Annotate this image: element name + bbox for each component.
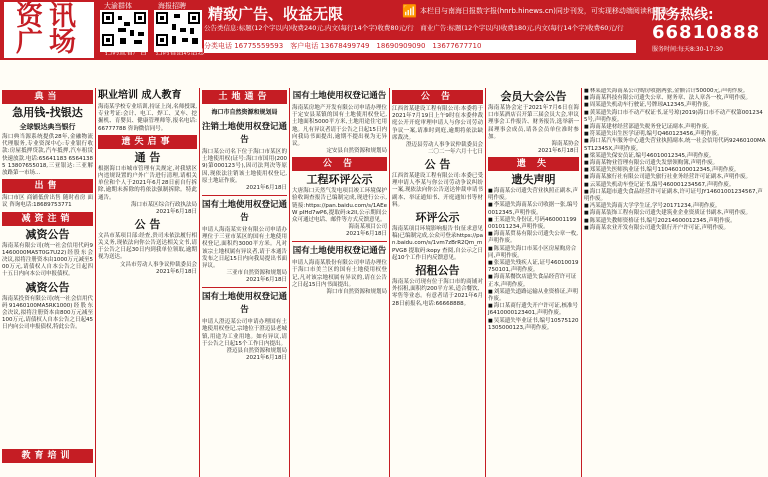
- notice-title: 工程环评公示: [306, 173, 373, 187]
- notice-body: 海南某协会定于2021年7月6日在海口市某酒店召开第三届会员大会,审议理事会工作报告、财务报告,选举新一届理事会成员,请各会员单位准时参加。: [488, 105, 579, 140]
- notice-body: 文昌市某项目部:经查,贵司未依法履行相关义务,现依法向你公告送达相关文书,请于公告之日起30日内到我单位领取,逾期视为送达。: [98, 232, 197, 261]
- brand-logo: 资讯广场: [4, 2, 94, 58]
- divider: [202, 287, 287, 288]
- lost-notice-item: ■ 海南某物业管理有限公司遗失发票领购簿,声明作废。: [584, 160, 766, 167]
- hotline-note: 服务时间:每天8:30-17:30: [652, 46, 723, 53]
- column-7: [582, 88, 768, 477]
- notice-title: 环评公示: [415, 211, 460, 225]
- notice-title: 减资公告: [25, 227, 70, 241]
- category-notice: 公 告: [292, 157, 387, 171]
- lost-notice-item: ■ 郑某遗失医师执业证书,编号110460100012345,声明作废。: [584, 167, 766, 174]
- ad-title: 职业培训 成人教育: [98, 90, 182, 101]
- category-education: 教育培训: [2, 449, 93, 463]
- lost-notice-item: ■ 林某遗失海南某公司购房收据两张,金额合计50000元,声明作废。: [584, 88, 766, 95]
- price-line: 公告类信息:标题(12个字以内)收费240元,内文(每行14个字)收费80元/行 商业广告:标题(12个字以内)收费180元,内文(每行14个字)收费60元/行: [204, 24, 624, 32]
- online-notice: 本栏目与南海日报数字报(hnrb.hinews.cn)同步刊发，可实现移动端阅读和查询: [420, 7, 668, 15]
- notice-signature: 澄迈县劳动人事争议仲裁委员会 二〇二一年六月十七日: [405, 142, 483, 156]
- lost-notice-item: ■ 海南某科技有限公司遗失公章、财务章、法人章各一枚,声明作废。: [584, 95, 766, 102]
- lost-notice-item: ■ 张某遗失残疾人证,证号46010019750101,声明作废。: [488, 260, 579, 274]
- lost-notice-item: ■ 陈某遗失教师资格证书,编号20214600012345,声明作废。: [584, 218, 766, 225]
- notice-body: 江西省某建设工程有限公司:本委将于2021年7月19日上午9时在本委仲裁庭公开开庭审理申请人与你公司劳动争议一案,请准时到庭,逾期将依法缺席裁决。: [392, 106, 483, 141]
- lost-notice-item: ■ 吴某遗失毕业证书,编号105751201305000123,声明作废。: [488, 318, 579, 332]
- notice-title: 国有土地使用权登记通告: [202, 200, 288, 224]
- notice-title: 招租公告: [415, 264, 460, 278]
- wifi-icon: 📶: [402, 4, 417, 18]
- ad-subtitle: 全球银达典当银行: [19, 123, 76, 131]
- notice-signature: 文昌市劳动人事争议仲裁委员会 2021年6月18日: [119, 261, 197, 275]
- lost-notice-item: ■ 海口某超市遗失食品经营许可证副本,许可证号JY14601001234567,声明作废。: [584, 189, 766, 203]
- notice-title: 国有土地使用权登记通告: [292, 91, 387, 101]
- notice-body: 根据海口市城市管理有关规定,对我辖区内违规设置的户外广告进行清理,请相关单位和个人于2021年6月28日前自行拆除,逾期未拆除的将依法强制拆除。特此通告。: [98, 165, 197, 201]
- ad-body: 海南某学校专业培训,持证上岗,名师授课,专业考证:会计、电工、焊工、叉车、挖掘机、育婴员、健康管理师等,报名电话:66777788 咨询微信同号。: [98, 104, 197, 132]
- category-land: 土地通告: [202, 90, 287, 104]
- notice-title: 通 告: [134, 150, 161, 164]
- qr-right-tag: 海报招聘: [158, 2, 186, 10]
- lost-notice-item: ■ 海南某贸易有限公司遗失公章一枚,声明作废。: [488, 231, 579, 245]
- lost-notice-item: ■ 海口某商行遗失开户许可证,核准号J6410000123401,声明作废。: [488, 303, 579, 317]
- divider: [202, 195, 287, 196]
- notice-body: 海南某投资有限公司(统一社会信用代码91460100MA5RK1000)经股东会决议,拟将注册资本由800万元减至100万元,请债权人自本公告之日起45日内向公司申报债权,特此公告。: [2, 295, 93, 331]
- qr-left-tag: 大渝群体: [104, 2, 132, 10]
- notice-body: 申请人澄迈某公司申请办理国有土地使用权登记,宗地位于澄迈县老城镇,用途为工业用地。如有异议,请于公告之日起15个工作日内提出。: [202, 319, 287, 347]
- notice-body: 海南某有限公司(统一社会信用代码91460000MA5T0G7U22)经股东会决议,拟将注册资本由1000万元减至500万元,请债权人自本公告之日起四十五日内向本公司申报债权。: [2, 242, 93, 278]
- notice-title: 遗失声明: [511, 173, 556, 187]
- notice-body: 江西省某建设工程有限公司:本委已受理申请人李某与你公司劳动争议纠纷一案,现依法向你公告送达仲裁申请书副本、举证通知书、开庭通知书等材料。: [392, 173, 483, 208]
- notice-signature: 澄迈县自然资源和规划局 2021年6月18日: [226, 348, 287, 362]
- ad-title: 急用钱-找银达: [12, 106, 83, 119]
- qr-code-jobs[interactable]: [154, 10, 202, 52]
- column-1: [0, 88, 96, 477]
- lost-notice-item: ■ 黄某遗失海口市不动产权证书,证号琼(2019)海口市不动产权第0012345号,声明作废。: [584, 110, 766, 124]
- column-2: [96, 88, 200, 477]
- notice-signature: 海口市某区综合行政执法局 2021年6月18日: [130, 201, 197, 215]
- column-6: [486, 88, 582, 477]
- notice-signature: 海南某项目公司 2021年6月18日: [346, 224, 387, 238]
- notice-title: 公 告: [134, 217, 161, 231]
- column-3: [200, 88, 290, 477]
- notice-signature: 2021年6月18日: [246, 185, 287, 192]
- notice-signature: 定安县自然资源和规划局: [326, 148, 387, 155]
- lost-notice-item: ■ 海南某装饰工程有限公司遗失建筑业企业资质证书副本,声明作废。: [584, 210, 766, 217]
- notice-body: 申请人海南某股份有限公司申请办理位于海口市美兰区的国有土地使用权登记,凡对该宗地权属有异议的,请在公告之日起15日内书面提出。: [292, 260, 387, 288]
- hotline-number[interactable]: 66810888: [652, 22, 761, 43]
- notice-body: 海南某房地产开发有限公司申请办理位于定安县某镇的国有土地使用权登记,土地面积5000平方米,土地用途住宅用地。凡有异议者请于公告之日起15日内向我局书面提出,逾期不提出视为无异议。: [292, 105, 387, 148]
- notice-body: 申请人海南某实业有限公司申请办理位于三亚市某区的国有土地使用权登记,面积约3000平方米。凡对该宗土地权属有异议者,请于本通告发布之日起15日内向我局提出书面异议。: [202, 227, 287, 270]
- category-pawn: 典当: [2, 90, 93, 104]
- notice-signature: 海口市自然资源和规划局: [326, 289, 387, 296]
- category-delivery: 遗失启事: [98, 135, 197, 149]
- notice-signature: 海南某协会 2021年6月18日: [538, 141, 579, 155]
- category-capital-reduction: 减资注销: [2, 212, 93, 226]
- lost-notice-item: ■ 海南某建材经营部遗失税务登记证副本,声明作废。: [584, 124, 766, 131]
- notice-signature: 三亚市自然资源和规划局 2021年6月18日: [226, 270, 287, 284]
- notice-body: 大唐海口天然气发电项目竣工环境保护验收调查报告已编制完成,现进行公示,链接:https://pan.baidu.com/s/1AEeW pIHd7wP6,提取码:k2ll,公示期间公众可通过电话、邮件等方式反馈意见。: [292, 188, 387, 224]
- lost-notice-item: ■ 刘某遗失道路运输从业资格证,声明作废。: [488, 289, 579, 303]
- category-notice: 公 告: [392, 90, 483, 104]
- lost-notice-item: ■ 海南某旅行社有限公司遗失旅行社业务经营许可证副本,声明作废。: [584, 174, 766, 181]
- qr-code-ads[interactable]: [100, 10, 148, 52]
- lost-notice-item: ■ 符某遗失出生医学证明,编号Q460123456,声明作废。: [584, 131, 766, 138]
- category-sale: 出售: [2, 179, 93, 193]
- notice-title: 会员大会公告: [500, 90, 567, 103]
- lost-notice-item: ■ 陈某遗失海口市某小区房屋购房合同,声明作废。: [488, 246, 579, 260]
- lost-notice-item: ■ 王某遗失身份证,号码460001199001011234,声明作废。: [488, 217, 579, 231]
- category-lost: 遗 失: [488, 157, 579, 171]
- ad-body: 海口市区 商铺低价出售 随时看房 面议 咨询电话:18689753771: [2, 195, 93, 209]
- notice-title: 注销土地使用权登记通告: [202, 122, 288, 145]
- column-5: [390, 88, 486, 477]
- notice-title: 减资公告: [25, 280, 70, 294]
- qr-left-caption: 扫码查看广告: [105, 48, 147, 56]
- masthead: [0, 0, 768, 60]
- notice-body: 海口某公司名下位于海口市某区的土地使用权(证号:海口市国用(2009)第000123号),因司法判决等原因,现依法注销该土地使用权登记,原土地证作废。: [202, 149, 287, 184]
- qr-right-caption: 扫码看招聘信息: [155, 48, 205, 56]
- lost-notice-item: ■ 李某遗失海南某公司收据一张,编号0012345,声明作废。: [488, 202, 579, 216]
- phone-line: 分类电话 16775559593 客户电话 13678499749 18690909090 13677677710: [204, 40, 636, 53]
- column-4: [290, 88, 390, 477]
- notice-title: 国有土地使用权登记通告: [292, 246, 387, 257]
- lost-notice-item: ■ 海南某公司遗失营业执照正副本,声明作废。: [488, 188, 579, 202]
- lost-notice-item: ■ 海南某餐饮店遗失食品经营许可证正本,声明作废。: [488, 274, 579, 288]
- notice-body: 海南某项目环境影响报告书(征求意见稿)已编制完成,公众可登录https://pan.baidu.com/s/1vm7zBrR2Qm_mPVG8 提取码:kopy 查阅,自公示之日起10个工作日内反馈意见。: [392, 226, 483, 261]
- notice-body: 海南某公司现有位于海口市的商铺对外招租,面积约200平方米,适合餐饮、零售等业态。有意者请于2021年6月28日前报名,电话:66668888。: [392, 279, 483, 307]
- lost-notice-item: ■ 海口某汽车服务中心遗失营业执照副本,统一社会信用代码92460100MA5T12345X,声明作废。: [584, 138, 766, 152]
- lost-notice-item: ■ 梁某遗失保安员证,编号46010012345,声明作废。: [584, 153, 766, 160]
- lost-notice-list: [488, 188, 579, 332]
- notice-title: 国有土地使用权登记通告: [202, 292, 288, 316]
- lost-notice-item: ■ 冯某遗失海南大学学生证,学号20171234,声明作废。: [584, 203, 766, 210]
- notice-title: 公 告: [424, 158, 451, 172]
- lost-notice-item: ■ 周某遗失机动车行驶证,号牌琼A12345,声明作废。: [584, 102, 766, 109]
- lost-notice-list: [584, 88, 766, 232]
- issuer: 海口市自然资源和规划局: [211, 109, 278, 116]
- ad-body: 海口典当源系统提供28年,金融物流代理服务,专业资深中心:专业银行收款:房屋抵押贷款,汽车抵押,汽车租赁快速放款.电话:65641183 65641385 13807655018,三亚银达:三亚解放路第一市场...: [2, 134, 93, 177]
- hotline-label: 服务热线:: [652, 7, 714, 23]
- lost-notice-item: ■ 云某遗失机动车登记证书,编号460001234567,声明作废。: [584, 182, 766, 189]
- lost-notice-item: ■ 海南某农业开发有限公司遗失银行开户许可证,声明作废。: [584, 225, 766, 232]
- divider: [292, 241, 387, 242]
- slogan: 精致广告、收益无限: [208, 5, 344, 23]
